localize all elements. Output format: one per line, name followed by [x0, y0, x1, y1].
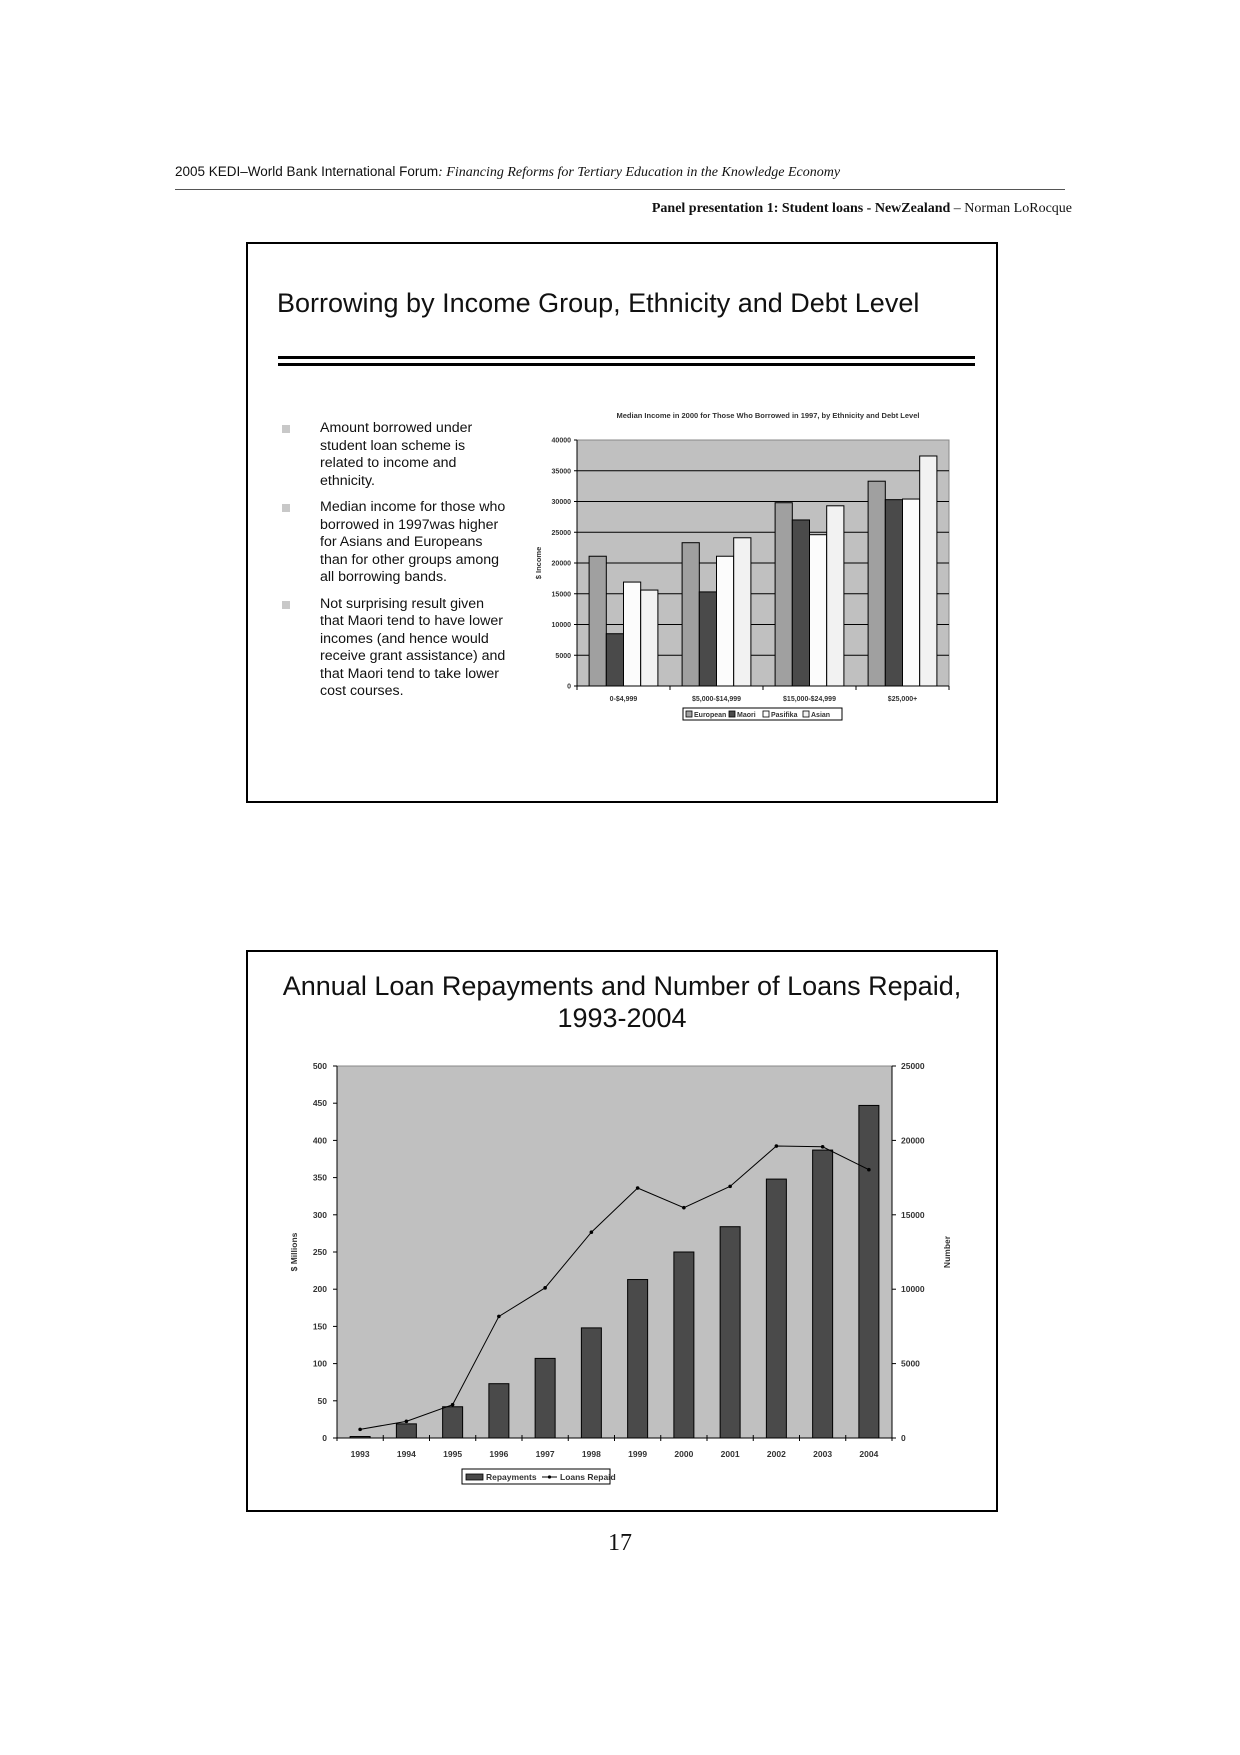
slide-borrowing-by-income	[246, 242, 998, 803]
bar-pasifika	[717, 556, 734, 686]
presenter-name: – Norman LoRocque	[950, 201, 1072, 216]
x-tick-label: 1996	[489, 1449, 509, 1459]
document-header-right	[652, 201, 1072, 217]
bar-repayments	[581, 1328, 601, 1438]
line-marker	[451, 1403, 455, 1407]
y2-tick-label: 15000	[901, 1209, 925, 1220]
slide-title: Annual Loan Repayments and Number of Loans Repaid, 1993-2004	[282, 971, 962, 1033]
y-tick-label: 40000	[551, 437, 571, 445]
legend-swatch-maori	[729, 711, 735, 717]
x-tick-label: 2004	[859, 1449, 879, 1459]
forum-name: 2005 KEDI–World Bank International Forum	[175, 164, 439, 179]
y2-tick-label: 0	[901, 1433, 906, 1443]
line-marker	[636, 1186, 640, 1190]
bar-asian	[641, 590, 658, 686]
line-marker	[775, 1144, 779, 1148]
line-marker	[682, 1206, 686, 1210]
line-marker	[867, 1168, 871, 1172]
bar-european	[775, 503, 792, 686]
y-tick-label: 5000	[555, 652, 571, 660]
x-tick-label: 2002	[766, 1449, 786, 1459]
line-marker	[358, 1428, 362, 1432]
legend-label: European	[694, 712, 727, 719]
bar-maori	[699, 592, 716, 686]
line-marker	[821, 1145, 825, 1149]
legend-label: Loans Repaid	[560, 1472, 616, 1482]
bar-repayments	[535, 1358, 555, 1438]
bar-repayments	[443, 1407, 463, 1438]
bar-european	[682, 543, 699, 686]
chart-legend	[462, 1469, 616, 1484]
bar-repayments	[720, 1227, 740, 1438]
legend-swatch-european	[686, 711, 692, 717]
x-tick-label: 2000	[674, 1449, 694, 1459]
y-tick-label: 35000	[551, 468, 571, 476]
line-marker	[543, 1286, 547, 1290]
y-tick-label: 400	[312, 1135, 327, 1146]
y-tick-label: 50	[317, 1395, 327, 1406]
bar-repayments	[766, 1179, 786, 1438]
slide-title: Borrowing by Income Group, Ethnicity and Debt Level	[277, 288, 920, 318]
bullet-item: Amount borrowed under student loan scheme is related to income and ethnicity.	[278, 420, 508, 490]
y-tick-label: 450	[312, 1098, 327, 1109]
median-income-bar-chart	[248, 244, 996, 801]
header-divider	[175, 189, 1065, 190]
repayments-combo-chart	[248, 952, 996, 1510]
bar-pasifika	[903, 499, 920, 686]
x-tick-label: $5,000-$14,999	[691, 696, 742, 703]
bar-asian	[827, 506, 844, 686]
plot-area	[337, 1066, 892, 1438]
panel-title: Panel presentation 1: Student loans - NewZealand	[651, 201, 951, 216]
x-tick-label: $15,000-$24,999	[783, 696, 836, 703]
x-tick-label: 1993	[350, 1449, 370, 1459]
line-marker	[405, 1420, 409, 1424]
y-tick-label: 25000	[551, 529, 571, 537]
bar-maori	[792, 520, 809, 686]
line-marker	[590, 1230, 594, 1234]
y-tick-label: 300	[312, 1209, 327, 1220]
y-tick-label: 350	[312, 1172, 327, 1183]
x-tick-label: $25,000+	[887, 696, 918, 703]
y-tick-label: 10000	[551, 622, 571, 629]
y-tick-label: 150	[312, 1321, 327, 1332]
legend-label: Asian	[811, 712, 831, 719]
bar-repayments	[350, 1437, 370, 1438]
legend-label: Maori	[737, 712, 756, 719]
y-tick-label: 250	[312, 1247, 327, 1257]
bar-repayments	[396, 1424, 416, 1438]
y-axis-label: $ Millions	[289, 1232, 299, 1272]
bar-repayments	[628, 1280, 648, 1438]
y2-tick-label: 5000	[901, 1358, 920, 1369]
chart-legend	[683, 708, 842, 720]
x-tick-label: 2001	[720, 1449, 740, 1459]
y-tick-label: 30000	[551, 499, 571, 506]
bar-pasifika	[624, 582, 641, 686]
legend-label: Pasifika	[771, 712, 798, 719]
bar-european	[589, 556, 606, 686]
y2-tick-label: 25000	[901, 1061, 925, 1071]
line-marker	[728, 1185, 732, 1189]
legend-swatch-repayments	[466, 1474, 483, 1480]
x-tick-label: 2003	[813, 1449, 833, 1459]
x-tick-label: 1995	[443, 1449, 463, 1459]
bar-repayments	[813, 1150, 833, 1438]
x-tick-label: 1998	[581, 1449, 601, 1459]
bar-maori	[606, 634, 623, 686]
y-tick-label: 0	[322, 1433, 327, 1443]
x-tick-label: 1994	[396, 1449, 416, 1459]
document-header-left	[175, 164, 840, 181]
bar-repayments	[489, 1384, 509, 1438]
forum-subtitle: : Financing Reforms for Tertiary Education in the Knowledge Economy	[438, 165, 841, 180]
y2-axis-label: Number	[942, 1235, 952, 1269]
y-axis-label: $ Income	[534, 546, 543, 580]
y-tick-label: 0	[567, 683, 571, 691]
y-tick-label: 500	[312, 1061, 327, 1071]
y-tick-label: 200	[312, 1284, 327, 1295]
x-tick-label: 1997	[535, 1449, 555, 1459]
y-tick-label: 15000	[551, 591, 571, 599]
bar-european	[868, 481, 885, 686]
bullet-item: Not surprising result given that Maori tend to have lower incomes (and hence would receive grant assistance) and that Maori tend to take lower cost courses.	[278, 596, 508, 701]
bar-asian	[734, 538, 751, 686]
legend-label: Repayments	[486, 1472, 537, 1482]
legend-swatch-asian	[803, 711, 809, 717]
x-tick-label: 1999	[628, 1449, 648, 1459]
legend-swatch-pasifika	[763, 711, 769, 717]
page-number: 17	[608, 1530, 632, 1556]
slide-loan-repayments	[246, 950, 998, 1512]
y-tick-label: 20000	[551, 560, 571, 568]
bar-repayments	[674, 1252, 694, 1438]
y2-tick-label: 10000	[901, 1284, 925, 1295]
line-marker	[497, 1315, 501, 1319]
bar-asian	[920, 456, 937, 686]
legend-marker-icon	[548, 1475, 551, 1478]
bar-maori	[885, 500, 902, 686]
x-tick-label: 0-$4,999	[609, 696, 638, 703]
y2-tick-label: 20000	[901, 1135, 925, 1146]
bullet-item: Median income for those who borrowed in 1997was higher for Asians and Europeans than for other groups among all borrowing bands.	[278, 499, 508, 587]
bar-pasifika	[810, 535, 827, 686]
chart-title: Median Income in 2000 for Those Who Borrowed in 1997, by Ethnicity and Debt Level	[616, 411, 920, 420]
bar-repayments	[859, 1105, 879, 1438]
y-tick-label: 100	[312, 1358, 327, 1369]
